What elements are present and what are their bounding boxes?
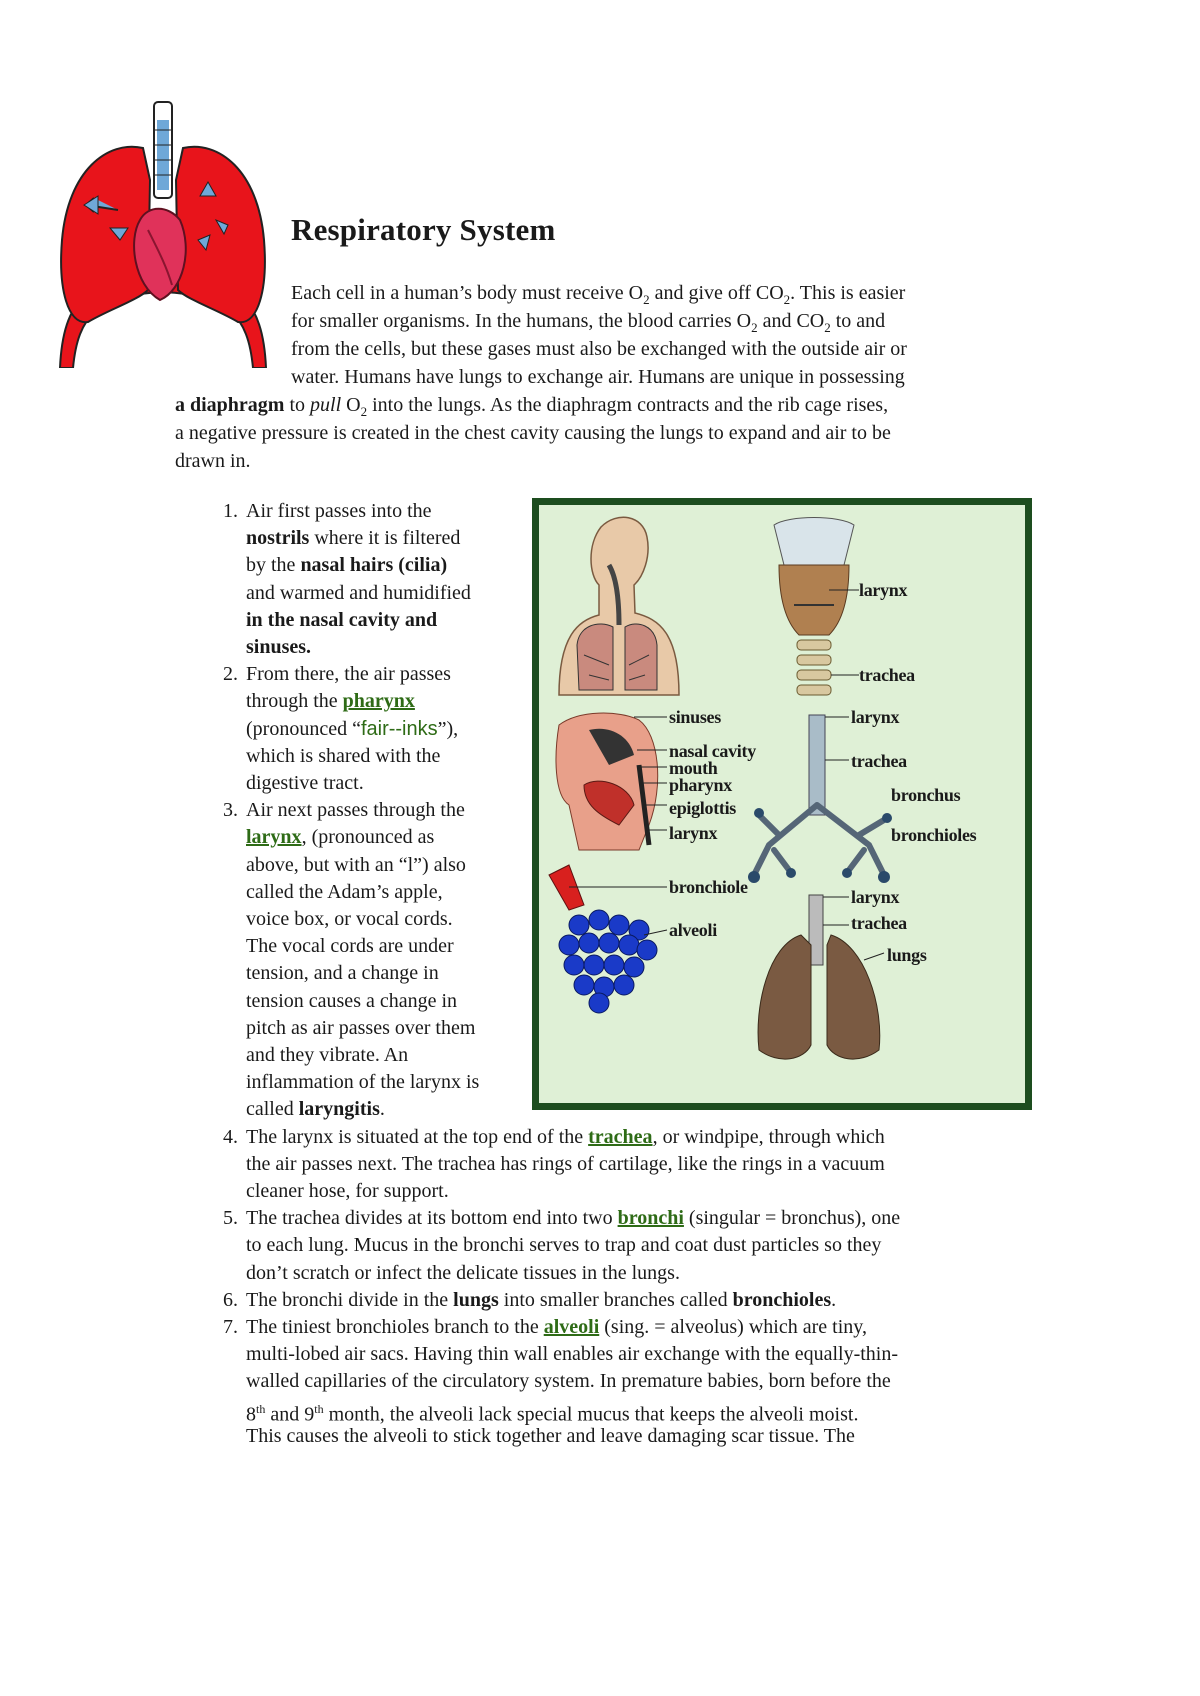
label-alveoli: alveoli: [669, 920, 717, 940]
larynx-trachea-diagram: [774, 518, 859, 696]
list-text: The bronchi divide in the lungs into smaller branches called bronchioles.: [246, 1288, 837, 1311]
label-bronchus: bronchus: [891, 785, 961, 805]
label-nasal-cavity: nasal cavity: [669, 741, 756, 761]
bronchial-tree-diagram: [748, 715, 892, 883]
intro-line: a diaphragm to pull $O_2$ into the lungs. As the diaphragm contracts and the rib cage rises,: [175, 394, 889, 419]
bronchi-link[interactable]: bronchi: [617, 1207, 684, 1230]
intro-line: a negative pressure is created in the chest cavity causing the lungs to expand and air to be: [175, 422, 891, 444]
list-text: Air next passes through the: [246, 799, 465, 822]
label-bronchioles: bronchioles: [891, 825, 977, 845]
list-text: multi-lobed air sacs. Having thin wall enables air exchange with the equally-thin-: [246, 1343, 899, 1366]
list-text: larynx, (pronounced as: [246, 826, 435, 849]
list-text: (pronounced “fair--inks”),: [246, 717, 459, 740]
intro-line: water. Humans have lungs to exchange air. Humans are unique in possessing: [291, 366, 905, 388]
list-text: cleaner hose, for support.: [246, 1179, 449, 1202]
list-text: by the nasal hairs (cilia): [246, 554, 448, 577]
label-larynx: larynx: [851, 707, 900, 727]
intro-line: from the cells, but these gases must also be exchanged with the outside air or: [291, 338, 907, 360]
list-text: 8th and 9th month, the alveoli lack special mucus that keeps the alveoli moist.: [246, 1401, 859, 1426]
intro-line: for smaller organisms. In the humans, the blood carries $O_2$ and $CO_2$ to and: [291, 310, 886, 335]
pharynx-link[interactable]: pharynx: [342, 690, 415, 713]
list-text: The larynx is situated at the top end of the trachea, or windpipe, through which: [246, 1125, 885, 1148]
page-title: Respiratory System: [291, 212, 556, 247]
respiratory-anatomy-figure: [532, 498, 1032, 1110]
alveoli-diagram: [549, 865, 667, 1013]
intro-line: drawn in.: [175, 450, 251, 472]
list-number: 1.: [223, 500, 238, 522]
larynx-link[interactable]: larynx: [246, 826, 302, 849]
label-sinuses: sinuses: [669, 707, 721, 727]
label-trachea: trachea: [851, 913, 907, 933]
label-larynx: larynx: [851, 887, 900, 907]
list-text: which is shared with the: [246, 744, 441, 767]
list-text: to each lung. Mucus in the bronchi serves to trap and coat dust particles so they: [246, 1234, 882, 1257]
list-text: and they vibrate. An: [246, 1043, 409, 1066]
list-number: 3.: [223, 799, 238, 822]
list-text: the air passes next. The trachea has rings of cartilage, like the rings in a vacuum: [246, 1152, 885, 1175]
list-text: nostrils where it is filtered: [246, 527, 461, 550]
intro-line: Each cell in a human’s body must receive $O_2$ and give off $CO_2$. This is easier: [291, 282, 906, 307]
list-text: digestive tract.: [246, 771, 364, 794]
list-text: Air first passes into the: [246, 500, 432, 522]
alveoli-link[interactable]: alveoli: [543, 1316, 600, 1338]
list-number: 5.: [223, 1207, 238, 1230]
list-text: and warmed and humidified: [246, 581, 471, 604]
label-larynx: larynx: [669, 823, 718, 843]
label-lungs: lungs: [887, 945, 927, 965]
list-text: walled capillaries of the circulatory system. In premature babies, born before the: [246, 1370, 891, 1393]
list-text: This causes the alveoli to stick together and leave damaging scar tissue. The: [246, 1424, 855, 1447]
list-text: The tiniest bronchioles branch to the alveoli (sing. = alveolus) which are tiny,: [246, 1316, 867, 1338]
list-text: tension causes a change in: [246, 989, 458, 1012]
list-text: above, but with an “l”) also: [246, 853, 466, 876]
trachea-link[interactable]: trachea: [588, 1125, 653, 1148]
label-pharynx: pharynx: [669, 775, 732, 795]
list-text: The vocal cords are under: [246, 935, 454, 958]
list-text: tension, and a change in: [246, 962, 439, 985]
list-text: called laryngitis.: [246, 1098, 385, 1121]
head-section-diagram: [556, 713, 667, 850]
lungs-diaphragm-illustration: [48, 100, 278, 368]
list-text: called the Adam’s apple,: [246, 880, 443, 903]
list-text: don’t scratch or infect the delicate tissues in the lungs.: [246, 1261, 680, 1284]
list-text: in the nasal cavity and: [246, 608, 438, 631]
list-number: 4.: [223, 1125, 238, 1148]
list-number: 6.: [223, 1288, 238, 1311]
label-larynx: larynx: [859, 580, 908, 600]
list-text: pitch as air passes over them: [246, 1016, 476, 1039]
list-text: through the pharynx: [246, 690, 415, 713]
label-bronchiole: bronchiole: [669, 877, 748, 897]
list-text: sinuses.: [246, 635, 312, 658]
torso-diagram: [559, 517, 679, 695]
label-mouth: mouth: [669, 758, 718, 778]
label-trachea: trachea: [851, 751, 907, 771]
label-trachea: trachea: [859, 665, 915, 685]
list-text: voice box, or vocal cords.: [246, 907, 453, 930]
list-text: The trachea divides at its bottom end into two bronchi (singular = bronchus), one: [246, 1207, 901, 1230]
list-number: 2.: [223, 663, 238, 686]
list-text: inflammation of the larynx is: [246, 1071, 480, 1094]
list-number: 7.: [223, 1316, 238, 1338]
label-epiglottis: epiglottis: [669, 798, 736, 818]
list-text: From there, the air passes: [246, 663, 451, 686]
